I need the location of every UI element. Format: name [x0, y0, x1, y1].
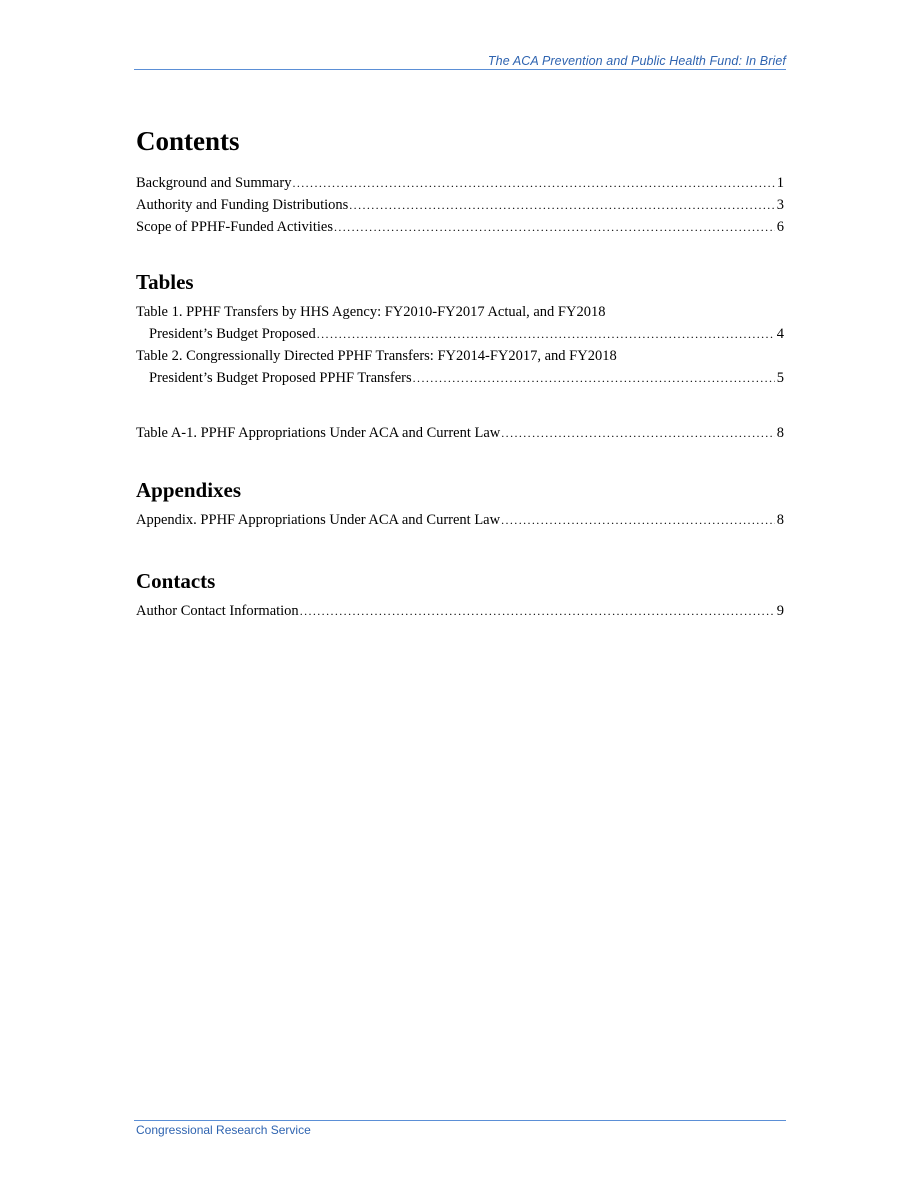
toc-page-number: 3: [776, 197, 784, 213]
header-rule: [134, 69, 786, 70]
contents-list: [136, 172, 784, 238]
dot-leader: [334, 216, 775, 238]
toc-entry-title: Table A-1. PPHF Appropriations Under ACA and Current Law: [136, 425, 501, 441]
toc-entry-author-contact[interactable]: [136, 600, 784, 622]
appendix-tables-list: [136, 422, 784, 444]
toc-page-number: 8: [776, 425, 784, 441]
toc-entry-title-line2: President’s Budget Proposed: [149, 326, 316, 342]
toc-entry-table-2[interactable]: [136, 345, 784, 389]
dot-leader: [413, 367, 775, 389]
toc-entry-table-a1[interactable]: [136, 422, 784, 444]
toc-entry-scope[interactable]: [136, 216, 784, 238]
toc-entry-title-line2: President’s Budget Proposed PPHF Transfers: [149, 370, 412, 386]
contacts-list: [136, 600, 784, 622]
toc-page-number: 6: [776, 219, 784, 235]
contents-heading: Contents: [136, 126, 240, 156]
dot-leader: [292, 172, 774, 194]
toc-entry-title: Appendix. PPHF Appropriations Under ACA and Current Law: [136, 512, 501, 528]
toc-entry-title: Background and Summary: [136, 175, 292, 191]
toc-entry-title: Authority and Funding Distributions: [136, 197, 349, 213]
toc-entry-title-line1: Table 2. Congressionally Directed PPHF Transfers: FY2014-FY2017, and FY2018: [136, 348, 617, 364]
dot-leader: [300, 600, 775, 622]
toc-entry-authority[interactable]: [136, 194, 784, 216]
dot-leader: [501, 509, 775, 531]
tables-heading: Tables: [136, 270, 194, 294]
running-footer-organization: Congressional Research Service: [136, 1123, 311, 1137]
toc-entry-table-1[interactable]: [136, 301, 784, 345]
dot-leader: [317, 323, 775, 345]
toc-entry-appendix[interactable]: [136, 509, 784, 531]
appendixes-heading: Appendixes: [136, 478, 242, 502]
toc-entry-background[interactable]: [136, 172, 784, 194]
running-header-title: The ACA Prevention and Public Health Fund: In Brief: [487, 54, 786, 68]
footer-rule: [134, 1120, 786, 1121]
dot-leader: [349, 194, 774, 216]
toc-page-number: 8: [776, 512, 784, 528]
toc-entry-title: Author Contact Information: [136, 603, 299, 619]
contacts-heading: Contacts: [136, 569, 216, 593]
toc-entry-title: Scope of PPHF-Funded Activities: [136, 219, 333, 235]
dot-leader: [501, 422, 774, 444]
toc-page-number: 5: [776, 370, 784, 386]
appendixes-list: [136, 509, 784, 531]
toc-page-number: 1: [776, 175, 784, 191]
table-of-contents: [136, 124, 784, 622]
toc-entry-title-line1: Table 1. PPHF Transfers by HHS Agency: FY2010-FY2017 Actual, and FY2018: [136, 304, 606, 320]
toc-page-number: 4: [776, 326, 784, 342]
toc-page-number: 9: [776, 603, 784, 619]
tables-list: [136, 301, 784, 389]
